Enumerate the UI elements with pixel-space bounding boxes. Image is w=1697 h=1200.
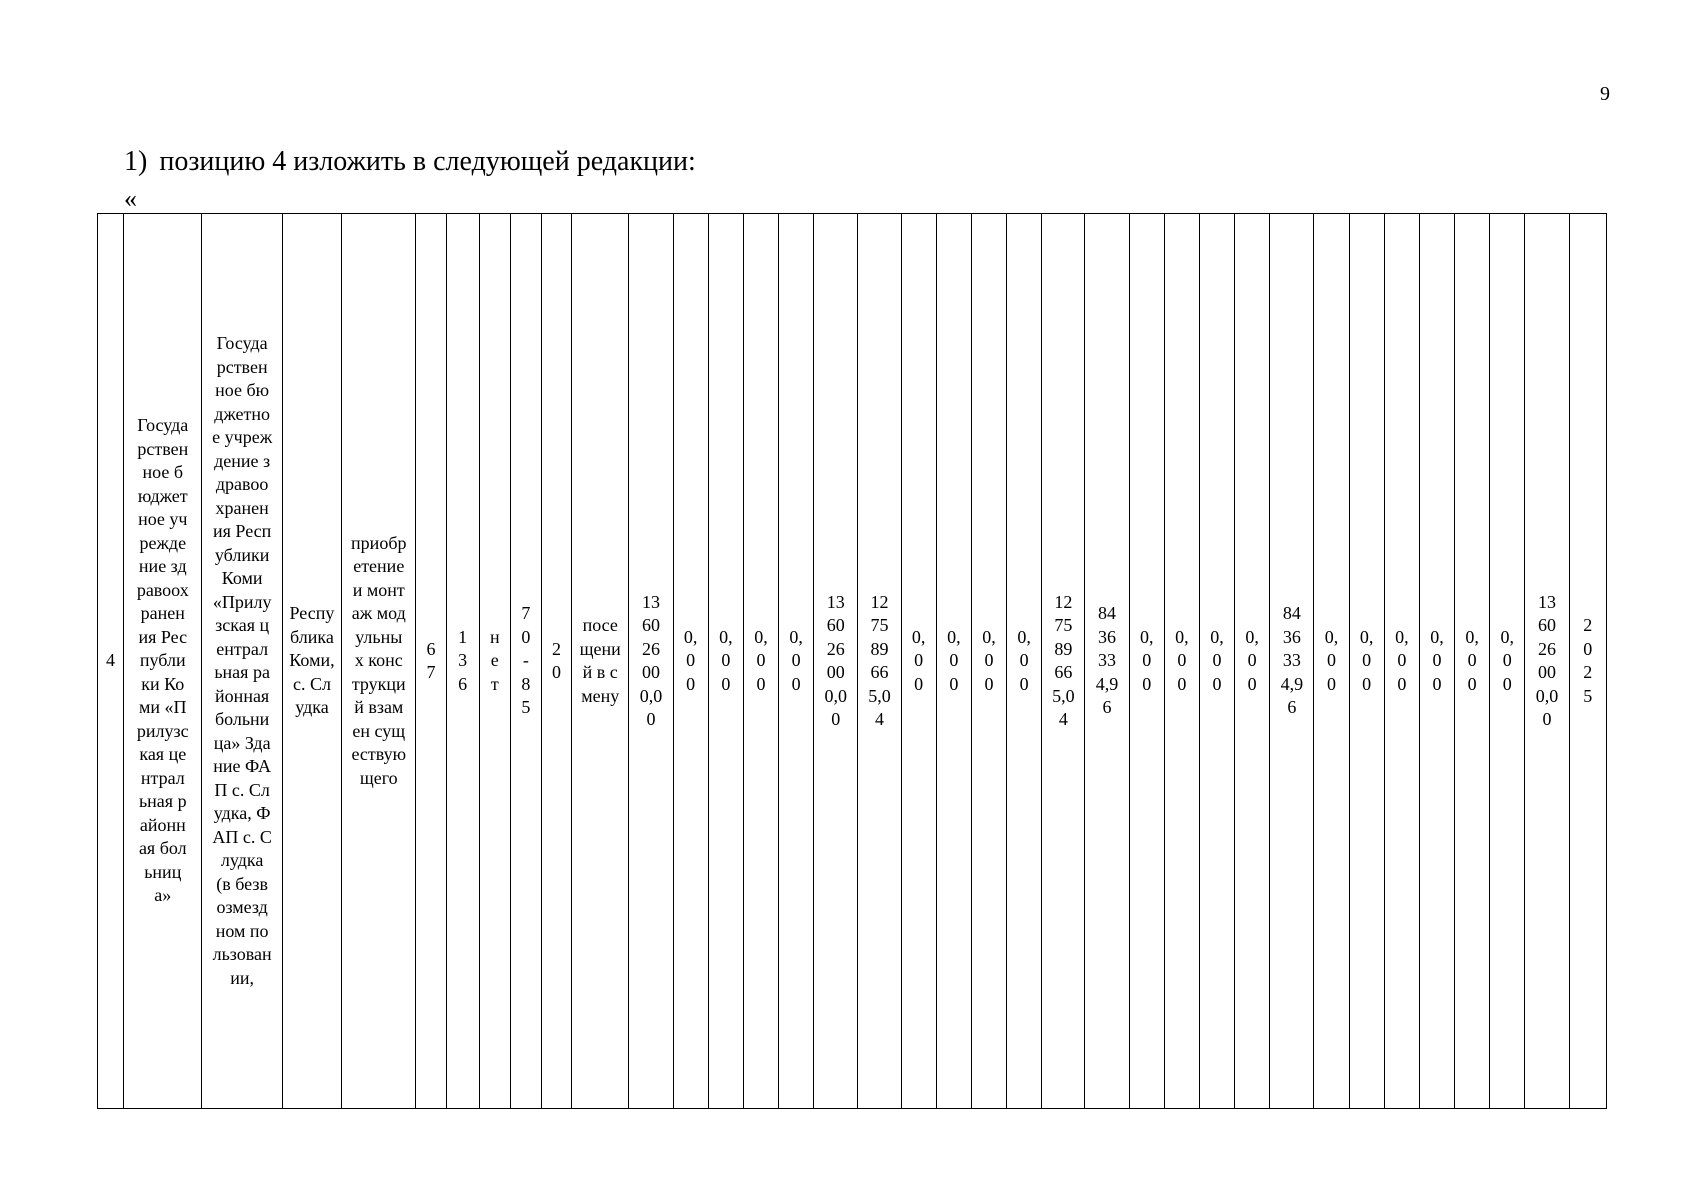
cell-c32: 0,00: [1384, 214, 1419, 1109]
cell-c9: 70-85: [510, 214, 541, 1109]
cell-c15: 0,00: [743, 214, 778, 1109]
cell-c22: 0,00: [1007, 214, 1042, 1109]
cell-position: 4: [98, 214, 124, 1109]
cell-c6: 67: [416, 214, 446, 1109]
cell-work-type: приобретение и монтаж модульных конструкций взамен существующего: [342, 214, 416, 1109]
cell-c16: 0,00: [779, 214, 814, 1109]
cell-c14: 0,00: [708, 214, 743, 1109]
page-number: 9: [1600, 83, 1610, 105]
cell-c28: 0,00: [1235, 214, 1270, 1109]
cell-c13: 0,00: [673, 214, 708, 1109]
amendment-table: [97, 213, 1607, 1109]
cell-capacity-unit: посещений в смену: [572, 214, 629, 1109]
cell-c31: 0,00: [1349, 214, 1384, 1109]
cell-c25: 0,00: [1129, 214, 1164, 1109]
heading-text: позицию 4 изложить в следующей редакции:: [159, 146, 696, 177]
cell-c24: 8436334,96: [1085, 214, 1129, 1109]
cell-c23: 127589665,04: [1042, 214, 1085, 1109]
table-row: [98, 214, 1607, 1109]
cell-c8: нет: [479, 214, 510, 1109]
cell-institution-name: Государственное бюджетное учреждение здравоохранения Республики Коми «Прилузская центральная районная больница»: [124, 214, 202, 1109]
cell-c20: 0,00: [936, 214, 971, 1109]
heading-number: 1): [124, 146, 148, 177]
cell-c34: 0,00: [1455, 214, 1490, 1109]
cell-c30: 0,00: [1314, 214, 1349, 1109]
cell-c17: 136026000,00: [814, 214, 858, 1109]
cell-c35: 0,00: [1490, 214, 1525, 1109]
cell-c12: 136026000,00: [629, 214, 673, 1109]
cell-c26: 0,00: [1164, 214, 1199, 1109]
cell-c29: 8436334,96: [1270, 214, 1314, 1109]
amendment-heading: [124, 146, 696, 178]
cell-year: 2025: [1569, 214, 1606, 1109]
cell-location: Республика Коми, с. Слудка: [282, 214, 341, 1109]
cell-c21: 0,00: [971, 214, 1006, 1109]
cell-c33: 0,00: [1419, 214, 1454, 1109]
cell-c10: 20: [541, 214, 571, 1109]
cell-c27: 0,00: [1199, 214, 1234, 1109]
opening-quote: «: [124, 184, 137, 213]
cell-c18: 127589665,04: [858, 214, 901, 1109]
cell-c19: 0,00: [901, 214, 936, 1109]
cell-object-name: Государственное бюджетное учреждение здравоохранения Республики Коми «Прилузская центральная районная больница» Здание ФАП с. Слудка, ФАП с. Слудка (в безвозмездном пользовании,: [202, 214, 282, 1109]
cell-c7: 136: [446, 214, 479, 1109]
cell-c36: 136026000,00: [1525, 214, 1569, 1109]
